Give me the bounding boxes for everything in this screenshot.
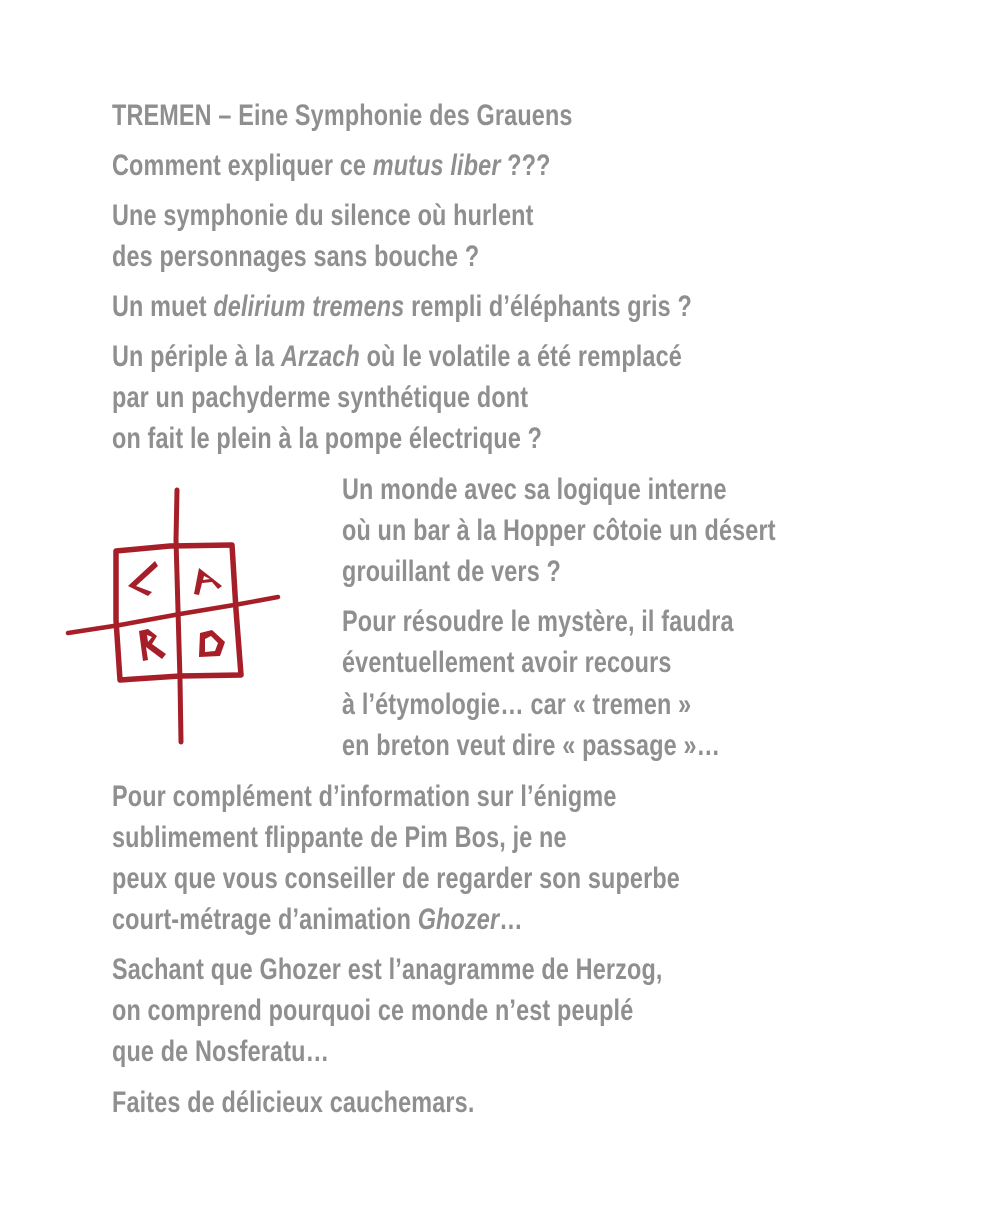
caro-logo-icon bbox=[60, 480, 290, 750]
paragraph-line: par un pachyderme synthétique dont bbox=[112, 381, 529, 414]
text-run: Un muet bbox=[112, 290, 214, 323]
paragraph-line: Pour complément d’information sur l’énigme bbox=[112, 780, 617, 813]
paragraph-line: en breton veut dire « passage »… bbox=[342, 729, 721, 762]
paragraph-line: Pour résoudre le mystère, il faudra bbox=[342, 605, 734, 638]
paragraph-line bbox=[112, 336, 682, 377]
italic-text-run: Ghozer bbox=[417, 903, 500, 936]
italic-text-run: mutus liber bbox=[372, 149, 501, 182]
paragraph-line: grouillant de vers ? bbox=[342, 555, 561, 588]
paragraph-line: Un monde avec sa logique interne bbox=[342, 473, 727, 506]
paragraph-line: éventuellement avoir recours bbox=[342, 646, 672, 679]
text-run: Un périple à la bbox=[112, 340, 281, 373]
text-run: ??? bbox=[500, 149, 551, 182]
paragraph-line: Une symphonie du silence où hurlent bbox=[112, 199, 534, 232]
paragraph-line: où un bar à la Hopper côtoie un désert bbox=[342, 514, 776, 547]
paragraph-line: Faites de délicieux cauchemars. bbox=[112, 1086, 475, 1119]
italic-text-run: Arzach bbox=[280, 340, 360, 373]
paragraph-line: on comprend pourquoi ce monde n’est peuplé bbox=[112, 994, 634, 1027]
paragraph-line bbox=[112, 286, 692, 327]
text-run: court-métrage d’animation bbox=[112, 903, 418, 936]
paragraph-line: que de Nosferatu… bbox=[112, 1035, 330, 1068]
text-run: rempli d’éléphants gris ? bbox=[404, 290, 692, 323]
paragraph-line: Sachant que Ghozer est l’anagramme de Herzog, bbox=[112, 953, 663, 986]
text-run: où le volatile a été remplacé bbox=[359, 340, 682, 373]
paragraph-line: des personnages sans bouche ? bbox=[112, 240, 480, 273]
paragraph-line bbox=[112, 145, 551, 186]
title: TREMEN – Eine Symphonie des Grauens bbox=[112, 99, 573, 132]
paragraph-line: à l’étymologie… car « tremen » bbox=[342, 688, 692, 721]
paragraph-line: sublimement flippante de Pim Bos, je ne bbox=[112, 821, 567, 854]
paragraph-line: peux que vous conseiller de regarder son superbe bbox=[112, 862, 680, 895]
text-run: Comment expliquer ce bbox=[112, 149, 373, 182]
italic-text-run: delirium tremens bbox=[213, 290, 405, 323]
paragraph-line: on fait le plein à la pompe électrique ? bbox=[112, 422, 543, 455]
paragraph-line bbox=[112, 899, 523, 940]
text-run: … bbox=[499, 903, 523, 936]
